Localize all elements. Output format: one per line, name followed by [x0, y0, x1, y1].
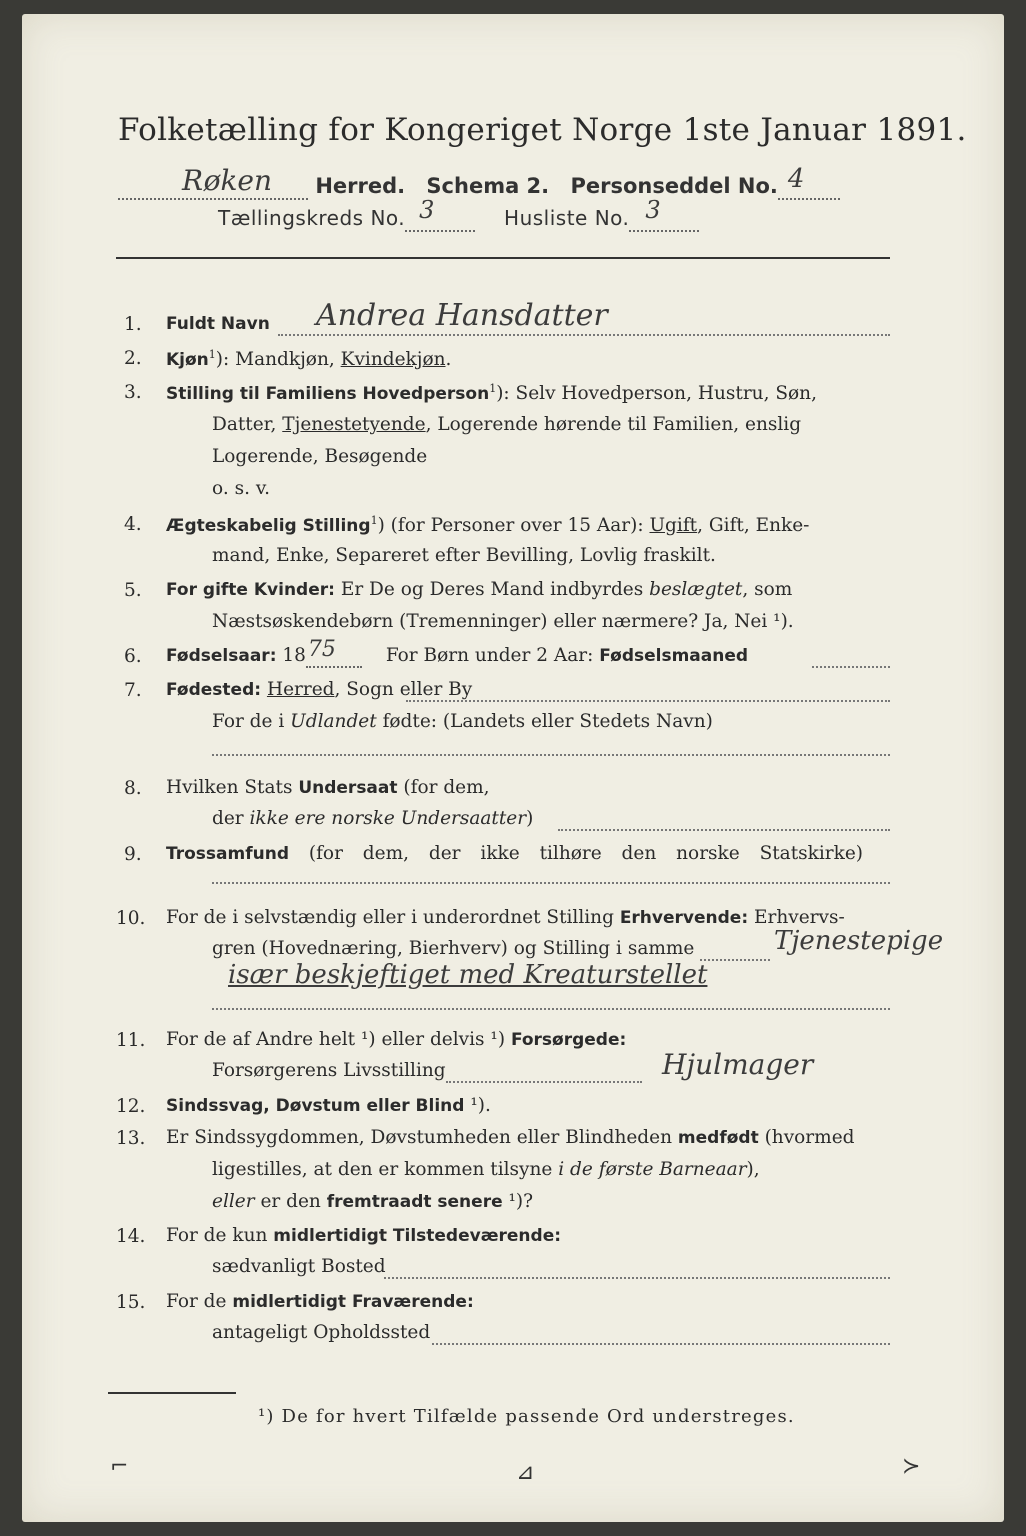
corner-mark-center-icon: ⊿	[516, 1460, 535, 1485]
item-number: 6.	[124, 646, 142, 667]
occupation-answer-2: især beskjeftiget med Kreaturstellet	[228, 960, 708, 990]
full-name-answer: Andrea Hansdatter	[316, 298, 608, 333]
congenital-line-1: Er Sindssygdommen, Døvstumheden eller Blindheden medfødt (hvormed	[166, 1127, 855, 1148]
family-position-line-3: Logerende, Besøgende	[212, 446, 428, 467]
family-position-line-2: Datter, Tjenestetyende, Logerende hørende til Familien, enslig	[212, 414, 802, 435]
dependent-line-1: For de af Andre helt ¹) eller delvis ¹) Forsørgede:	[166, 1029, 627, 1050]
item-number: 2.	[124, 348, 142, 369]
congenital-line-2: ligestilles, at den er kommen tilsyne i de første Barneaar),	[212, 1159, 760, 1180]
occupation-line-1: For de i selvstændig eller i underordnet Stilling Erhvervende: Erhvervs-	[166, 907, 845, 928]
temporary-present-line-2: sædvanligt Bosted	[212, 1256, 386, 1277]
footnote: ¹) De for hvert Tilfælde passende Ord understreges.	[258, 1406, 795, 1427]
item-number: 10.	[116, 908, 146, 929]
family-position-line-4: o. s. v.	[212, 478, 270, 499]
item-number: 4.	[124, 514, 142, 535]
citizenship-line-2: der ikke ere norske Undersaatter)	[212, 808, 534, 829]
census-form-page	[22, 14, 1004, 1522]
header-divider	[116, 257, 890, 259]
marital-status-line-1: Ægteskabelig Stilling$^1$) (for Personer over 15 Aar): Ugift, Gift, Enke-	[166, 514, 810, 537]
married-women-line-1: For gifte Kvinder: Er De og Deres Mand indbyrdes beslægtet, som	[166, 579, 793, 600]
temporary-present-line-1: For de kun midlertidigt Tilstedeværende:	[166, 1225, 562, 1246]
birth-year-line: Fødselsaar: 18 75 For Børn under 2 Aar: Fødselsmaaned	[166, 637, 749, 666]
footnote-divider	[108, 1392, 236, 1394]
form-title: Folketælling for Kongeriget Norge 1ste Januar 1891.	[118, 112, 967, 148]
item-number: 3.	[124, 382, 142, 403]
item-number: 14.	[116, 1226, 146, 1247]
marital-status-marked: Ugift	[649, 515, 698, 537]
item-number: 5.	[124, 580, 142, 601]
kreds-label: Tællingskreds No.	[218, 206, 406, 230]
marital-status-line-2: mand, Enke, Separeret efter Bevilling, Lovlig fraskilt.	[212, 545, 716, 566]
item-number: 1.	[124, 314, 142, 335]
religion-line: Trossamfund (for dem, der ikke tilhøre den norske Statskirke)	[166, 843, 863, 864]
family-position-marked: Tjenestetyende	[282, 414, 426, 435]
birthplace-marked: Herred	[266, 679, 335, 700]
disability-line: Sindssvag, Døvstum eller Blind ¹).	[166, 1095, 491, 1116]
kreds-number: 3	[419, 196, 435, 224]
item-number: 9.	[124, 844, 142, 865]
personseddel-label: Personseddel No.	[570, 174, 778, 198]
schema-label: Schema 2.	[426, 174, 550, 198]
corner-mark-left-icon: ⌐	[110, 1454, 129, 1479]
provider-occupation-answer: Hjulmager	[662, 1048, 814, 1081]
item-number: 15.	[116, 1292, 146, 1313]
item-number: 8.	[124, 778, 142, 799]
gender-line: Kjøn$^1$): Mandkjøn, Kvindekjøn.	[166, 348, 452, 371]
header-line-3	[218, 196, 699, 232]
municipality-handwritten: Røken	[182, 164, 273, 197]
temporary-absent-line-1: For de midlertidigt Fraværende:	[166, 1291, 474, 1312]
occupation-line-2: gren (Hovednæring, Bierhverv) og Stilling i samme	[212, 938, 695, 959]
husliste-number: 3	[645, 196, 662, 224]
item-number: 11.	[116, 1030, 146, 1051]
temporary-absent-line-2: antageligt Opholdssted	[212, 1322, 431, 1343]
birthplace-line-1: Fødested: Herred, Sogn eller By	[166, 679, 473, 700]
congenital-line-3: eller er den fremtraadt senere ¹)?	[212, 1191, 534, 1212]
occupation-answer-1: Tjenestepige	[774, 926, 944, 956]
gender-marked: Kvindekjøn	[340, 349, 446, 371]
item-number: 12.	[116, 1096, 146, 1117]
personseddel-number: 4	[787, 164, 805, 194]
birthplace-line-2: For de i Udlandet fødte: (Landets eller Stedets Navn)	[212, 711, 713, 732]
birth-year-answer: 75	[307, 637, 336, 662]
item-number: 7.	[124, 680, 142, 701]
family-position-line-1: Stilling til Familiens Hovedperson$^1$): Selv Hovedperson, Hustru, Søn,	[166, 382, 817, 405]
herred-label: Herred.	[315, 174, 406, 198]
married-women-line-2: Næstsøskendebørn (Tremenninger) eller nærmere? Ja, Nei ¹).	[212, 611, 794, 632]
husliste-label: Husliste No.	[504, 206, 630, 230]
dependent-line-2: Forsørgerens Livsstilling	[212, 1060, 446, 1081]
header-line-2	[118, 164, 840, 200]
citizenship-line-1: Hvilken Stats Undersaat (for dem,	[166, 777, 490, 798]
full-name-label: Fuldt Navn	[166, 314, 270, 334]
item-number: 13.	[116, 1128, 146, 1149]
corner-mark-right-icon: ≻	[902, 1454, 921, 1479]
